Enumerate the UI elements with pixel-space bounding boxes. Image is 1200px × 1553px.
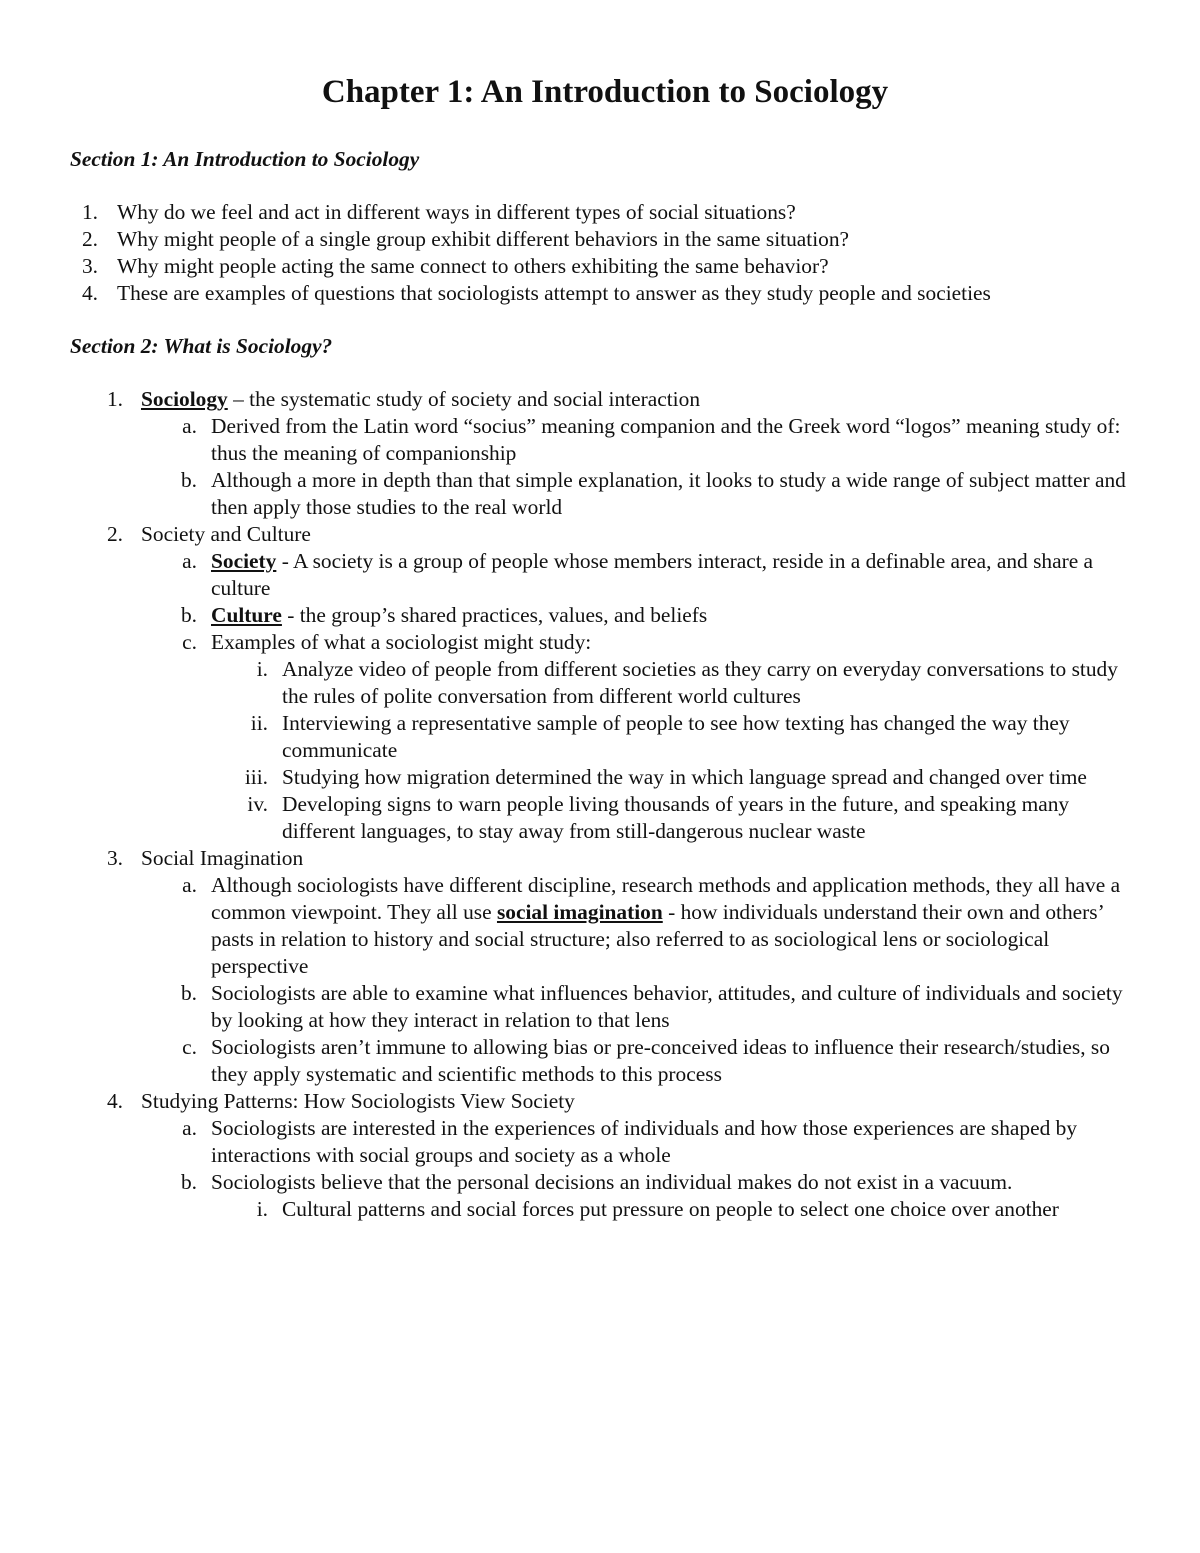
item-text: Interviewing a representative sample of people to see how texting has changed the way they communicate (282, 711, 1070, 762)
item-roman: ii. (250, 711, 268, 735)
list-item-studying-patterns (106, 1088, 1140, 1223)
list-item (182, 1034, 1140, 1088)
item-text: Cultural patterns and social forces put pressure on people to select one choice over another (282, 1197, 1059, 1221)
list-item-society-and-culture (106, 521, 1140, 845)
item-text: Social Imagination (141, 846, 304, 870)
item-letter: a. (182, 873, 197, 897)
list-item (180, 980, 1140, 1034)
list-item (182, 1115, 1140, 1169)
sublist (211, 656, 1140, 845)
item-roman: iv. (247, 792, 268, 816)
item-text: Why might people acting the same connect to others exhibiting the same behavior? (117, 254, 829, 278)
item-text: Sociologists aren’t immune to allowing bias or pre-conceived ideas to influence their research/studies, so they apply systematic and scientific methods to this process (211, 1035, 1110, 1086)
section-1-list (70, 199, 1140, 307)
list-item (180, 1169, 1140, 1223)
item-text: Developing signs to warn people living thousands of years in the future, and speaking many different languages, to stay away from still-dangerous nuclear waste (282, 792, 1070, 843)
item-text: Although sociologists have different discipline, research methods and application methods, they all have a common viewpoint. They all use (211, 873, 1121, 924)
item-roman: i. (256, 1197, 268, 1221)
item-text: Studying how migration determined the way in which language spread and changed over time (282, 765, 1087, 789)
item-text: Sociologists are interested in the experiences of individuals and how those experiences are shaped by interactions with social groups and society as a whole (211, 1116, 1078, 1167)
item-number: 2. (81, 227, 98, 251)
item-text: - the group’s shared practices, values, and beliefs (281, 603, 708, 627)
section-2-list (70, 386, 1140, 1223)
item-number: 3. (106, 846, 123, 870)
list-item-sociology (106, 386, 1140, 521)
item-number: 1. (81, 200, 98, 224)
item-number: 4. (81, 281, 98, 305)
item-text: These are examples of questions that sociologists attempt to answer as they study people and societies (117, 281, 991, 305)
item-letter: b. (180, 1170, 197, 1194)
item-text: Sociologists are able to examine what influences behavior, attitudes, and culture of individuals and society by looking at how they interact in relation to that lens (211, 981, 1123, 1032)
item-text: Why might people of a single group exhibit different behaviors in the same situation? (117, 227, 850, 251)
list-item (256, 656, 1140, 710)
item-letter: a. (182, 549, 197, 573)
list-item (81, 199, 1140, 226)
item-letter: a. (182, 414, 197, 438)
item-number: 4. (106, 1089, 123, 1113)
item-number: 2. (106, 522, 123, 546)
term-society: Society (211, 549, 277, 573)
item-text: Studying Patterns: How Sociologists View Society (141, 1089, 575, 1113)
sublist (141, 413, 1140, 521)
item-letter: b. (180, 981, 197, 1005)
term-sociology: Sociology (141, 387, 228, 411)
item-text: - how individuals understand their own and others’ pasts in relation to history and social structure; also referred to as sociological lens or sociological perspective (211, 900, 1104, 978)
item-text: Why do we feel and act in different ways in different types of social situations? (117, 200, 796, 224)
item-text: Analyze video of people from different societies as they carry on everyday conversations to study the rules of polite conversation from different world cultures (282, 657, 1118, 708)
section-2-title: Section 2: What is Sociology? (70, 334, 333, 358)
item-roman: iii. (244, 765, 268, 789)
list-item (81, 226, 1140, 253)
item-letter: c. (182, 1035, 197, 1059)
section-1-title: Section 1: An Introduction to Sociology (70, 147, 420, 171)
list-item (180, 467, 1140, 521)
list-item (81, 280, 1140, 307)
item-roman: i. (256, 657, 268, 681)
sublist (211, 1196, 1140, 1223)
item-number: 1. (106, 387, 123, 411)
list-item (182, 413, 1140, 467)
list-item (250, 710, 1140, 764)
term-social-imagination: social imagination (496, 900, 663, 924)
item-letter: a. (182, 1116, 197, 1140)
list-item (182, 872, 1140, 980)
item-text: - A society is a group of people whose members interact, reside in a definable area, and share a culture (211, 549, 1094, 600)
list-item (244, 764, 1140, 791)
list-item (247, 791, 1140, 845)
item-text: Examples of what a sociologist might study: (211, 630, 592, 654)
chapter-title: Chapter 1: An Introduction to Sociology (321, 74, 889, 110)
sublist (141, 872, 1140, 1088)
item-letter: b. (180, 468, 197, 492)
item-text: – the systematic study of society and social interaction (227, 387, 701, 411)
item-number: 3. (81, 254, 98, 278)
list-item-social-imagination (106, 845, 1140, 1088)
sublist (141, 548, 1140, 845)
list-item (182, 548, 1140, 602)
list-item (182, 629, 1140, 845)
item-text: Sociologists believe that the personal decisions an individual makes do not exist in a vacuum. (211, 1170, 1013, 1194)
item-text: Although a more in depth than that simple explanation, it looks to study a wide range of subject matter and then apply those studies to the real world (211, 468, 1126, 519)
list-item (81, 253, 1140, 280)
term-culture: Culture (211, 603, 282, 627)
item-letter: c. (182, 630, 197, 654)
list-item (180, 602, 1140, 629)
item-text: Society and Culture (141, 522, 311, 546)
item-letter: b. (180, 603, 197, 627)
sublist (141, 1115, 1140, 1223)
list-item (256, 1196, 1140, 1223)
item-text: Derived from the Latin word “socius” meaning companion and the Greek word “logos” meaning study of: thus the meaning of companionship (211, 414, 1121, 465)
